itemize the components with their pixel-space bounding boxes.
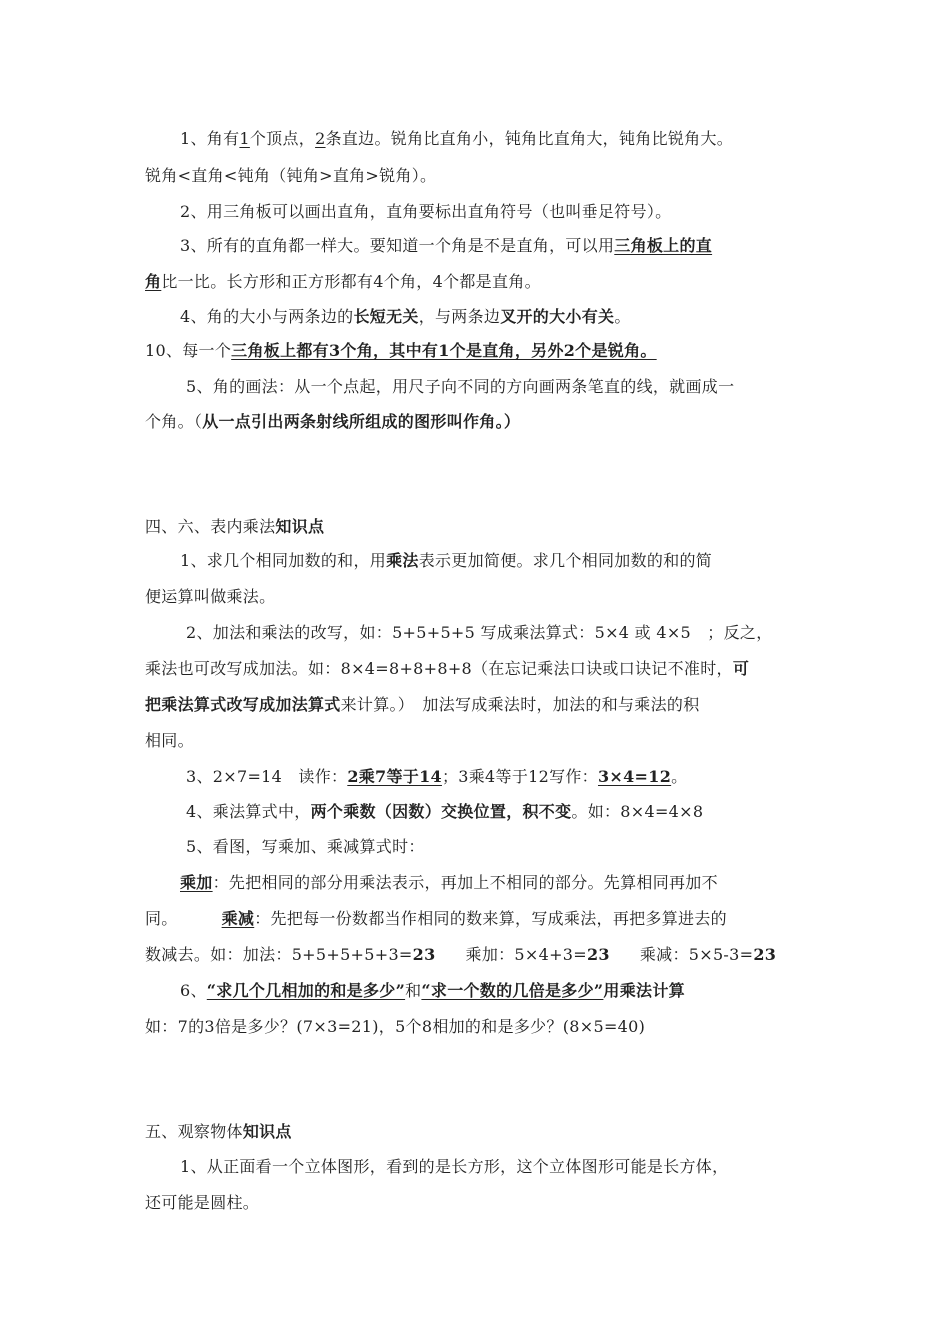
text: ；3乘4等于12写作： [441,767,598,786]
bold-underlined-text: “求几个几相加的和是多少” [206,981,406,1000]
angle-point-4 [180,307,805,327]
text: 数减去。如：加法：5+5+5+5+3= [145,945,413,964]
text: 乘加：5×4+3= [465,945,587,964]
heading-bold: 知识点 [275,517,325,536]
mult-point-2-cont3: 相同。 [145,731,194,750]
text: 3、所有的直角都一样大。要知道一个角是不是直角，可以用 [180,236,615,255]
text: 10、每一个 [145,341,232,360]
text: 条直边。锐角比直角小，钝角比直角大，钝角比锐角大。 [325,129,734,148]
bold-text: 23 [586,945,610,964]
observe-point-1: 1、从正面看一个立体图形，看到的是长方形，这个立体图形可能是长方体， [180,1157,729,1176]
text: 乘法也可改写成加法。如：8×4=8+8+8+8（在忘记乘法口诀或口诀记不准时， [145,659,733,678]
text: 。 [614,307,631,326]
bold-text: 从一点引出两条射线所组成的图形叫作角。） [202,412,521,431]
bold-text: 23 [412,945,436,964]
mult-point-4 [186,802,805,822]
mult-examples [145,945,805,965]
bold-text: 用乘法计算 [603,981,685,1000]
mult-sub-rule [145,909,805,929]
angle-point-1 [180,129,805,149]
heading-text: 五、观察物体 [145,1122,243,1141]
mult-point-1 [180,551,805,571]
text: 表示更加简便。求几个相同加数的和的简 [418,551,713,570]
bold-underlined-text: 2乘7等于14 [347,767,442,786]
observe-point-1-cont: 还可能是圆柱。 [145,1193,260,1212]
text: 同。 [145,909,178,928]
heading-bold: 知识点 [242,1122,292,1141]
bold-underlined-text: 乘加 [180,873,213,892]
mult-point-6 [180,981,805,1001]
mult-add-rule [180,873,805,893]
text: 和 [405,981,422,1000]
mult-point-2: 2、加法和乘法的改写，如：5+5+5+5 写成乘法算式：5×4 或 4×5 ；反之， [186,623,773,642]
mult-point-6-example: 如：7的3倍是多少？(7×3=21)，5个8相加的和是多少？(8×5=40) [145,1017,646,1036]
bold-text: 把乘法算式改写成加法算式 [145,695,341,714]
bold-underlined-text: 3×4=12 [597,767,672,786]
bold-underlined-text: 乘减 [221,909,255,928]
mult-point-5: 5、看图，写乘加、乘减算式时： [186,837,425,856]
mult-point-3 [186,767,805,787]
angle-point-3-cont [145,272,805,292]
text: 比一比。长方形和正方形都有4个角，4个都是直角。 [161,272,541,291]
bold-underlined-text: “求一个数的几倍是多少” [421,981,604,1000]
mult-point-2-cont2 [145,695,805,715]
angle-point-2: 2、用三角板可以画出直角，直角要标出直角符号（也叫垂足符号）。 [180,202,672,221]
bold-text: 长短无关 [353,307,419,326]
angle-point-3 [180,236,805,256]
text: 。 [671,767,688,786]
text: 乘减：5×5-3= [639,945,754,964]
text: 4、乘法算式中， [186,802,311,821]
text: 来计算。） 加法写成乘法时，加法的和与乘法的积 [340,695,700,714]
angle-point-10 [145,341,805,361]
text: 4、角的大小与两条边的 [180,307,354,326]
section-heading-multiplication [145,517,805,537]
section-heading-observe [145,1122,805,1142]
text: 个顶点， [249,129,316,148]
text: 1、角有 [180,129,240,148]
bold-text: 23 [753,945,777,964]
text: 。如：8×4=4×8 [571,802,704,821]
underlined-number: 1 [239,129,250,148]
bold-underlined-text: 三角板上都有3个角，其中有1个是直角，另外2个是锐角。 [231,341,657,360]
text: ：先把每一份数都当作相同的数来算，写成乘法，再把多算进去的 [254,909,727,928]
bold-text: 乘法 [386,551,419,570]
text: ：先把相同的部分用乘法表示，再加上不相同的部分。先算相同再加不 [212,873,718,892]
bold-text: 可 [732,659,750,678]
text: 6、 [180,981,207,1000]
text: 1、求几个相同加数的和，用 [180,551,387,570]
mult-point-1-cont: 便运算叫做乘法。 [145,587,276,606]
bold-text: 两个乘数（因数）交换位置，积不变 [310,802,572,821]
text: 个角。（ [145,412,203,431]
angle-point-5-cont [145,412,805,432]
text: 3、2×7=14 读作： [186,767,348,786]
heading-text: 四、六、表内乘法 [145,517,276,536]
bold-underlined-text: 角 [145,272,162,291]
mult-point-2-cont [145,659,805,679]
bold-underlined-text: 三角板上的直 [614,236,713,255]
underlined-number: 2 [315,129,326,148]
angle-point-5: 5、角的画法：从一个点起，用尺子向不同的方向画两条笔直的线，就画成一 [186,377,735,396]
text: ，与两条边 [418,307,501,326]
bold-text: 叉开的大小有关 [500,307,615,326]
angle-order-line: 锐角<直角<钝角（钝角>直角>锐角）。 [145,166,437,185]
